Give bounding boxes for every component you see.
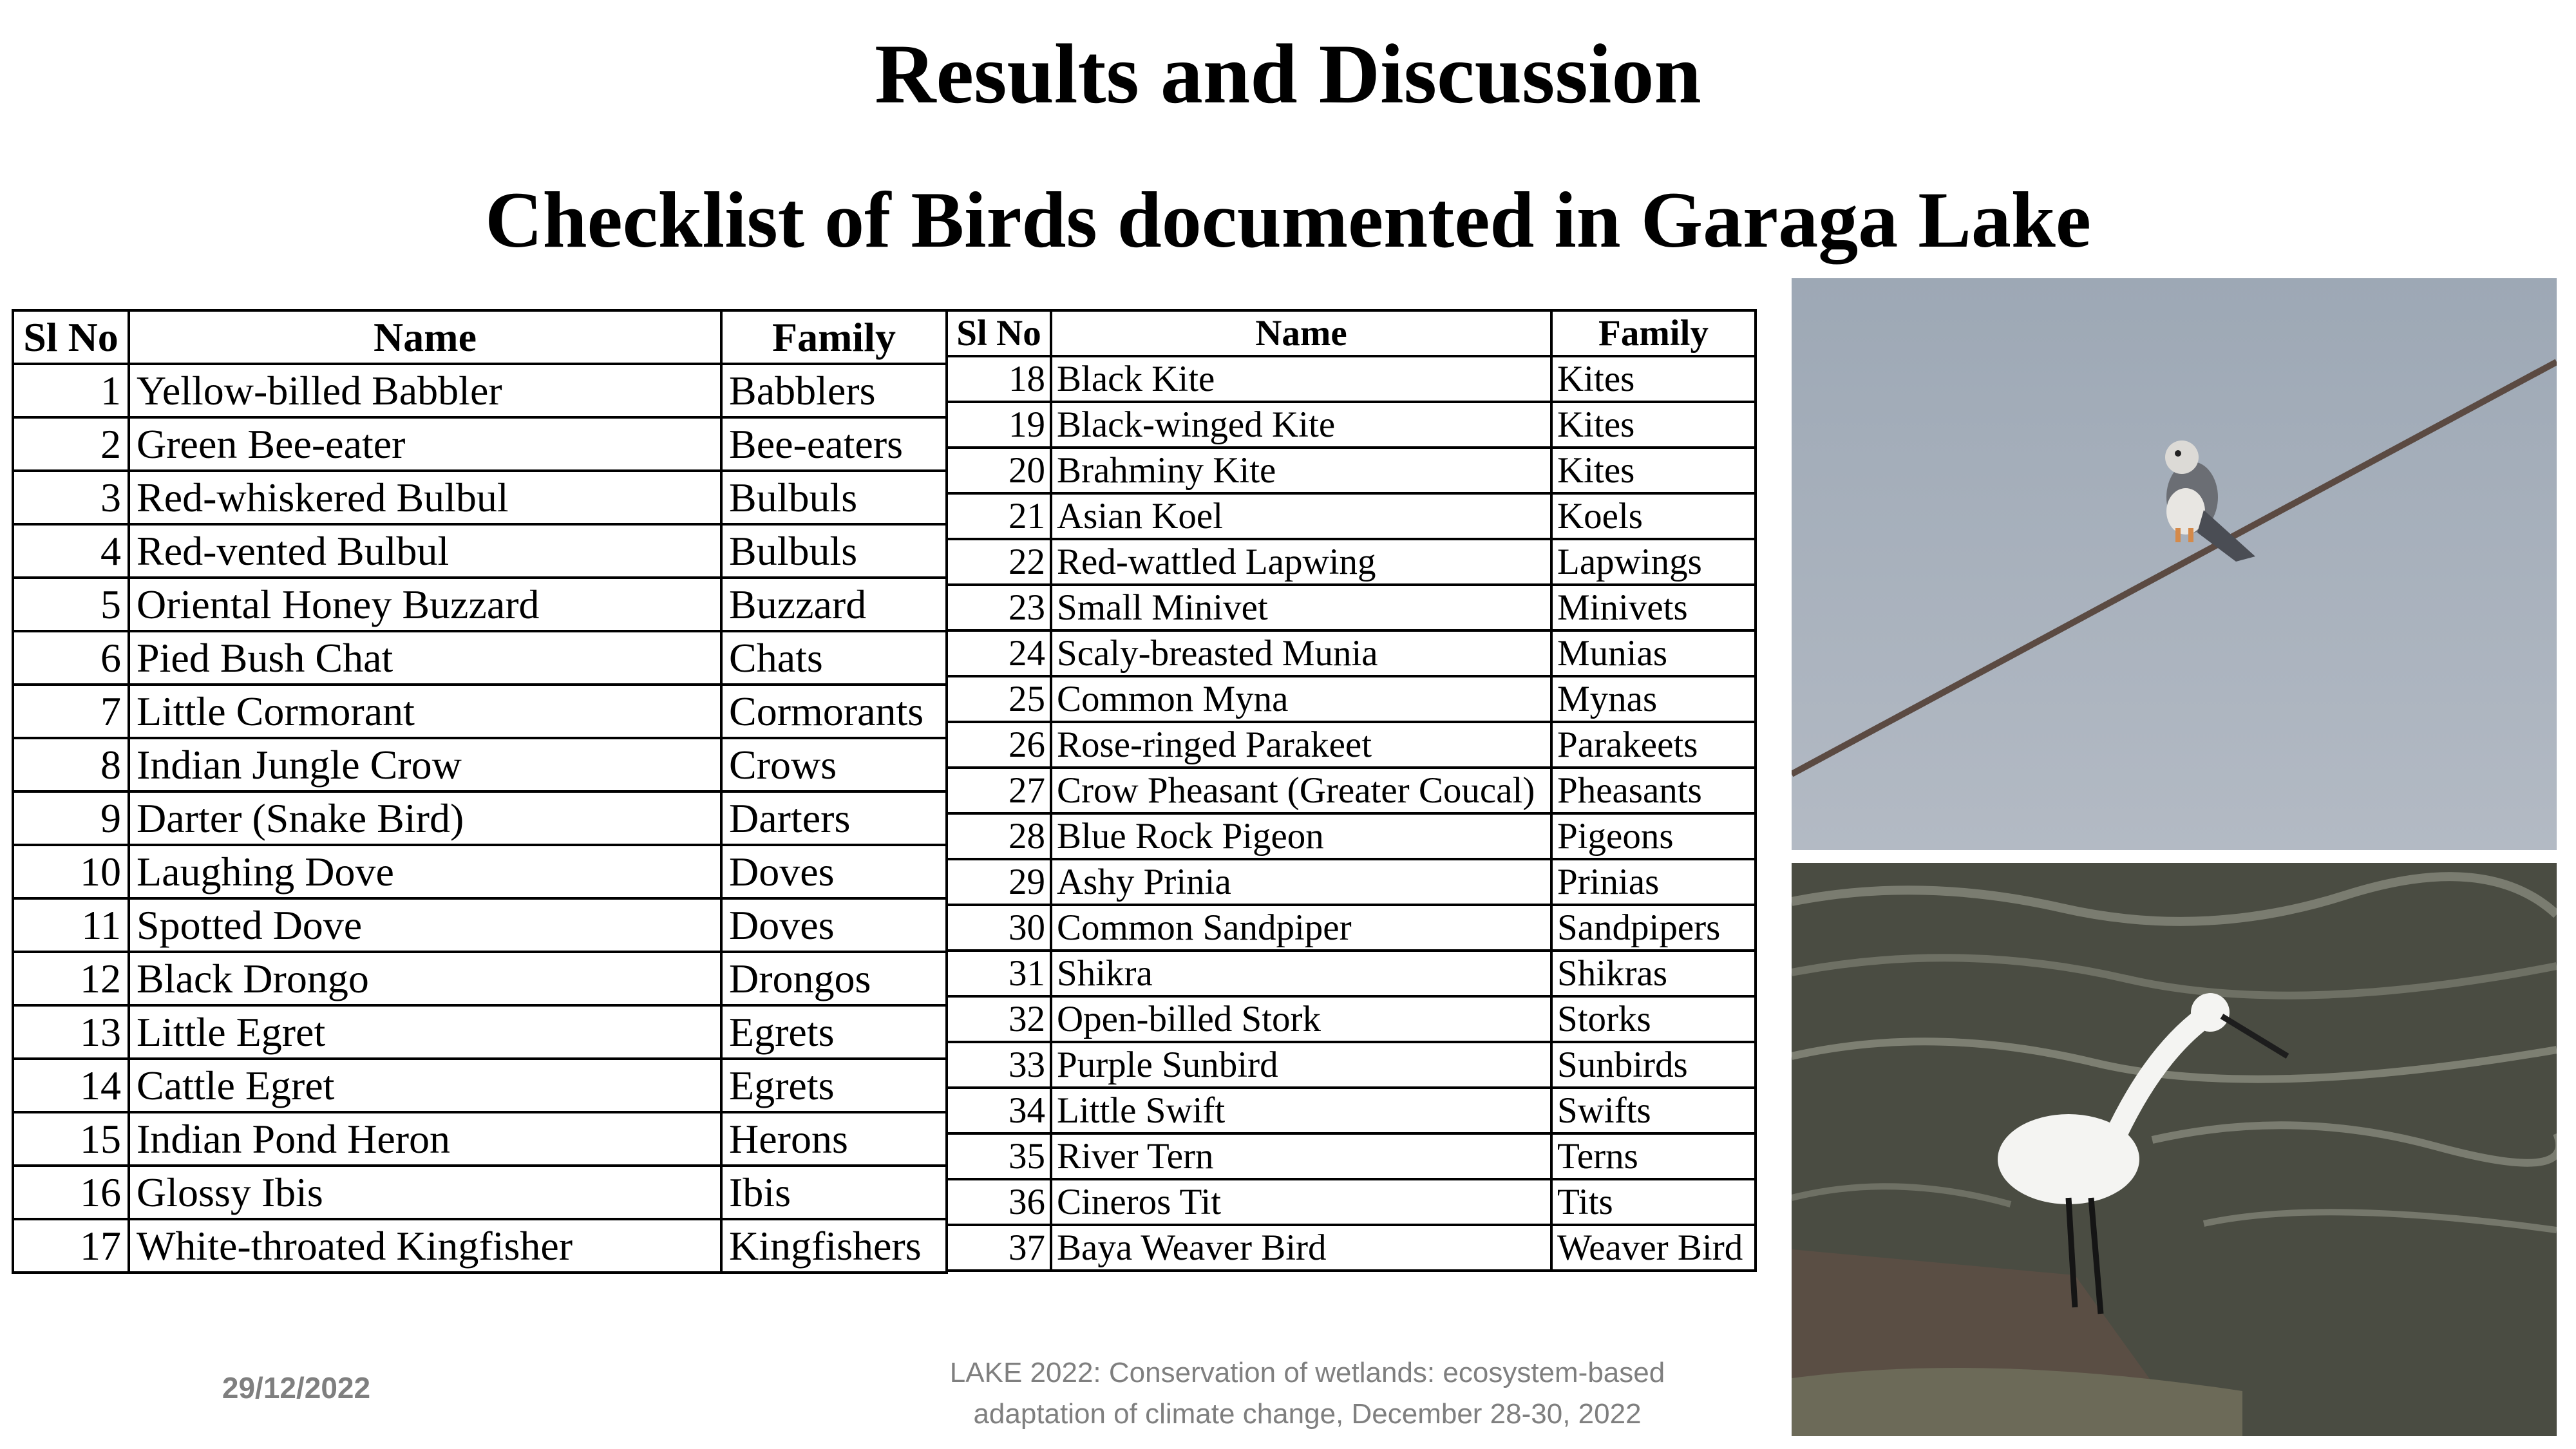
- bird-name-cell: Brahminy Kite: [1051, 448, 1551, 493]
- sl-no-cell: 11: [13, 898, 129, 952]
- table-row: [13, 898, 947, 952]
- bird-family-cell: Koels: [1551, 493, 1756, 539]
- table-row: [13, 631, 947, 685]
- bird-family-cell: Egrets: [721, 1059, 947, 1112]
- sl-no-cell: 37: [947, 1225, 1051, 1271]
- bird-name-cell: Crow Pheasant (Greater Coucal): [1051, 768, 1551, 813]
- table-row: [13, 952, 947, 1005]
- bird-name-cell: Scaly-breasted Munia: [1051, 630, 1551, 676]
- bird-family-cell: Sandpipers: [1551, 905, 1756, 951]
- bird-family-cell: Babblers: [721, 364, 947, 417]
- bird-name-cell: Small Minivet: [1051, 585, 1551, 630]
- header-family: Family: [1551, 310, 1756, 356]
- bird-name-cell: Black-winged Kite: [1051, 402, 1551, 448]
- bird-family-cell: Mynas: [1551, 676, 1756, 722]
- sl-no-cell: 21: [947, 493, 1051, 539]
- table-row: [947, 1225, 1756, 1271]
- footer-line-1: LAKE 2022: Conservation of wetlands: ecosystem-based: [949, 1357, 1665, 1388]
- bird-name-cell: Cattle Egret: [129, 1059, 721, 1112]
- bird-family-cell: Kites: [1551, 448, 1756, 493]
- table-row: [947, 951, 1756, 996]
- sl-no-cell: 30: [947, 905, 1051, 951]
- bird-name-cell: Laughing Dove: [129, 845, 721, 898]
- sl-no-cell: 3: [13, 471, 129, 524]
- table-row: [947, 722, 1756, 768]
- sl-no-cell: 2: [13, 417, 129, 471]
- table-row: [947, 539, 1756, 585]
- table-row: [947, 1088, 1756, 1133]
- table-row: [13, 1059, 947, 1112]
- bird-family-cell: Lapwings: [1551, 539, 1756, 585]
- sl-no-cell: 12: [13, 952, 129, 1005]
- bird-name-cell: Asian Koel: [1051, 493, 1551, 539]
- bird-family-cell: Bulbuls: [721, 524, 947, 578]
- slide-date: 29/12/2022: [222, 1371, 371, 1405]
- table-row: [947, 493, 1756, 539]
- table-row: [947, 996, 1756, 1042]
- bird-name-cell: Green Bee-eater: [129, 417, 721, 471]
- sl-no-cell: 27: [947, 768, 1051, 813]
- table-row: [13, 471, 947, 524]
- bird-name-cell: Purple Sunbird: [1051, 1042, 1551, 1088]
- sl-no-cell: 28: [947, 813, 1051, 859]
- sl-no-cell: 8: [13, 738, 129, 791]
- sl-no-cell: 36: [947, 1179, 1051, 1225]
- bird-family-cell: Cormorants: [721, 685, 947, 738]
- table-row: [947, 1042, 1756, 1088]
- bird-family-cell: Shikras: [1551, 951, 1756, 996]
- table-header-row: [13, 310, 947, 364]
- table-header-row: [947, 310, 1756, 356]
- bird-family-cell: Prinias: [1551, 859, 1756, 905]
- table-row: [13, 364, 947, 417]
- header-sl-no: Sl No: [13, 310, 129, 364]
- bird-name-cell: Common Sandpiper: [1051, 905, 1551, 951]
- bird-family-cell: Kites: [1551, 402, 1756, 448]
- bird-name-cell: Little Egret: [129, 1005, 721, 1059]
- sl-no-cell: 18: [947, 356, 1051, 402]
- bird-family-cell: Buzzard: [721, 578, 947, 631]
- bird-on-wire-photo: [1792, 278, 2557, 850]
- table-row: [947, 585, 1756, 630]
- bird-name-cell: White-throated Kingfisher: [129, 1219, 721, 1273]
- table-row: [947, 1133, 1756, 1179]
- bird-name-cell: Little Cormorant: [129, 685, 721, 738]
- table-row: [13, 791, 947, 845]
- bird-name-cell: Ashy Prinia: [1051, 859, 1551, 905]
- sl-no-cell: 22: [947, 539, 1051, 585]
- bird-name-cell: Oriental Honey Buzzard: [129, 578, 721, 631]
- table-row: [947, 448, 1756, 493]
- sl-no-cell: 25: [947, 676, 1051, 722]
- slide-title: Results and Discussion: [875, 26, 1701, 121]
- bird-checklist-table-right: [945, 309, 1757, 1272]
- table-row: [947, 1179, 1756, 1225]
- bird-family-cell: Ibis: [721, 1166, 947, 1219]
- bird-name-cell: Darter (Snake Bird): [129, 791, 721, 845]
- bird-name-cell: Blue Rock Pigeon: [1051, 813, 1551, 859]
- bird-name-cell: Open-billed Stork: [1051, 996, 1551, 1042]
- bird-name-cell: Shikra: [1051, 951, 1551, 996]
- bird-family-cell: Herons: [721, 1112, 947, 1166]
- sl-no-cell: 6: [13, 631, 129, 685]
- sl-no-cell: 14: [13, 1059, 129, 1112]
- egret-in-water-photo: [1792, 863, 2557, 1436]
- bird-family-cell: Crows: [721, 738, 947, 791]
- bird-name-cell: Black Kite: [1051, 356, 1551, 402]
- table-row: [947, 402, 1756, 448]
- table-row: [13, 1005, 947, 1059]
- bird-family-cell: Sunbirds: [1551, 1042, 1756, 1088]
- bird-name-cell: Little Swift: [1051, 1088, 1551, 1133]
- table-row: [13, 578, 947, 631]
- bird-family-cell: Kingfishers: [721, 1219, 947, 1273]
- bird-name-cell: Indian Pond Heron: [129, 1112, 721, 1166]
- sl-no-cell: 1: [13, 364, 129, 417]
- header-sl-no: Sl No: [947, 310, 1051, 356]
- bird-name-cell: Red-wattled Lapwing: [1051, 539, 1551, 585]
- conference-footer: [889, 1352, 1726, 1435]
- bird-checklist-table-left: [12, 309, 948, 1274]
- table-row: [13, 685, 947, 738]
- bird-name-cell: River Tern: [1051, 1133, 1551, 1179]
- sl-no-cell: 29: [947, 859, 1051, 905]
- bird-name-cell: Rose-ringed Parakeet: [1051, 722, 1551, 768]
- bird-name-cell: Black Drongo: [129, 952, 721, 1005]
- bird-family-cell: Weaver Bird: [1551, 1225, 1756, 1271]
- bird-family-cell: Bulbuls: [721, 471, 947, 524]
- bird-family-cell: Doves: [721, 845, 947, 898]
- sl-no-cell: 31: [947, 951, 1051, 996]
- sl-no-cell: 5: [13, 578, 129, 631]
- table-row: [947, 676, 1756, 722]
- sl-no-cell: 23: [947, 585, 1051, 630]
- sl-no-cell: 34: [947, 1088, 1051, 1133]
- bird-name-cell: Common Myna: [1051, 676, 1551, 722]
- bird-family-cell: Munias: [1551, 630, 1756, 676]
- bird-name-cell: Baya Weaver Bird: [1051, 1225, 1551, 1271]
- header-name: Name: [1051, 310, 1551, 356]
- bird-family-cell: Kites: [1551, 356, 1756, 402]
- bird-family-cell: Tits: [1551, 1179, 1756, 1225]
- sl-no-cell: 16: [13, 1166, 129, 1219]
- bird-family-cell: Darters: [721, 791, 947, 845]
- table-row: [947, 813, 1756, 859]
- bird-family-cell: Egrets: [721, 1005, 947, 1059]
- sl-no-cell: 32: [947, 996, 1051, 1042]
- sl-no-cell: 35: [947, 1133, 1051, 1179]
- bird-name-cell: Red-vented Bulbul: [129, 524, 721, 578]
- sl-no-cell: 17: [13, 1219, 129, 1273]
- table-row: [947, 859, 1756, 905]
- table-row: [13, 845, 947, 898]
- sl-no-cell: 15: [13, 1112, 129, 1166]
- bird-name-cell: Indian Jungle Crow: [129, 738, 721, 791]
- sl-no-cell: 9: [13, 791, 129, 845]
- table-row: [13, 417, 947, 471]
- sl-no-cell: 24: [947, 630, 1051, 676]
- bird-name-cell: Glossy Ibis: [129, 1166, 721, 1219]
- bird-family-cell: Storks: [1551, 996, 1756, 1042]
- sl-no-cell: 26: [947, 722, 1051, 768]
- table-row: [13, 1112, 947, 1166]
- table-row: [13, 524, 947, 578]
- bird-name-cell: Pied Bush Chat: [129, 631, 721, 685]
- bird-family-cell: Doves: [721, 898, 947, 952]
- sl-no-cell: 13: [13, 1005, 129, 1059]
- bird-family-cell: Parakeets: [1551, 722, 1756, 768]
- table-row: [13, 1166, 947, 1219]
- bird-name-cell: Yellow-billed Babbler: [129, 364, 721, 417]
- table-row: [947, 905, 1756, 951]
- bird-name-cell: Spotted Dove: [129, 898, 721, 952]
- sl-no-cell: 20: [947, 448, 1051, 493]
- bird-family-cell: Chats: [721, 631, 947, 685]
- slide-subtitle: Checklist of Birds documented in Garaga Lake: [485, 176, 2091, 264]
- header-family: Family: [721, 310, 947, 364]
- table-row: [13, 1219, 947, 1273]
- header-name: Name: [129, 310, 721, 364]
- table-row: [947, 630, 1756, 676]
- bird-family-cell: Minivets: [1551, 585, 1756, 630]
- table-row: [947, 356, 1756, 402]
- footer-line-2: adaptation of climate change, December 28-30, 2022: [973, 1398, 1642, 1430]
- bird-name-cell: Red-whiskered Bulbul: [129, 471, 721, 524]
- sl-no-cell: 19: [947, 402, 1051, 448]
- sl-no-cell: 4: [13, 524, 129, 578]
- sl-no-cell: 10: [13, 845, 129, 898]
- bird-family-cell: Bee-eaters: [721, 417, 947, 471]
- sl-no-cell: 33: [947, 1042, 1051, 1088]
- bird-family-cell: Pheasants: [1551, 768, 1756, 813]
- bird-family-cell: Swifts: [1551, 1088, 1756, 1133]
- table-row: [13, 738, 947, 791]
- sl-no-cell: 7: [13, 685, 129, 738]
- table-row: [947, 768, 1756, 813]
- bird-family-cell: Terns: [1551, 1133, 1756, 1179]
- bird-family-cell: Pigeons: [1551, 813, 1756, 859]
- bird-family-cell: Drongos: [721, 952, 947, 1005]
- bird-name-cell: Cineros Tit: [1051, 1179, 1551, 1225]
